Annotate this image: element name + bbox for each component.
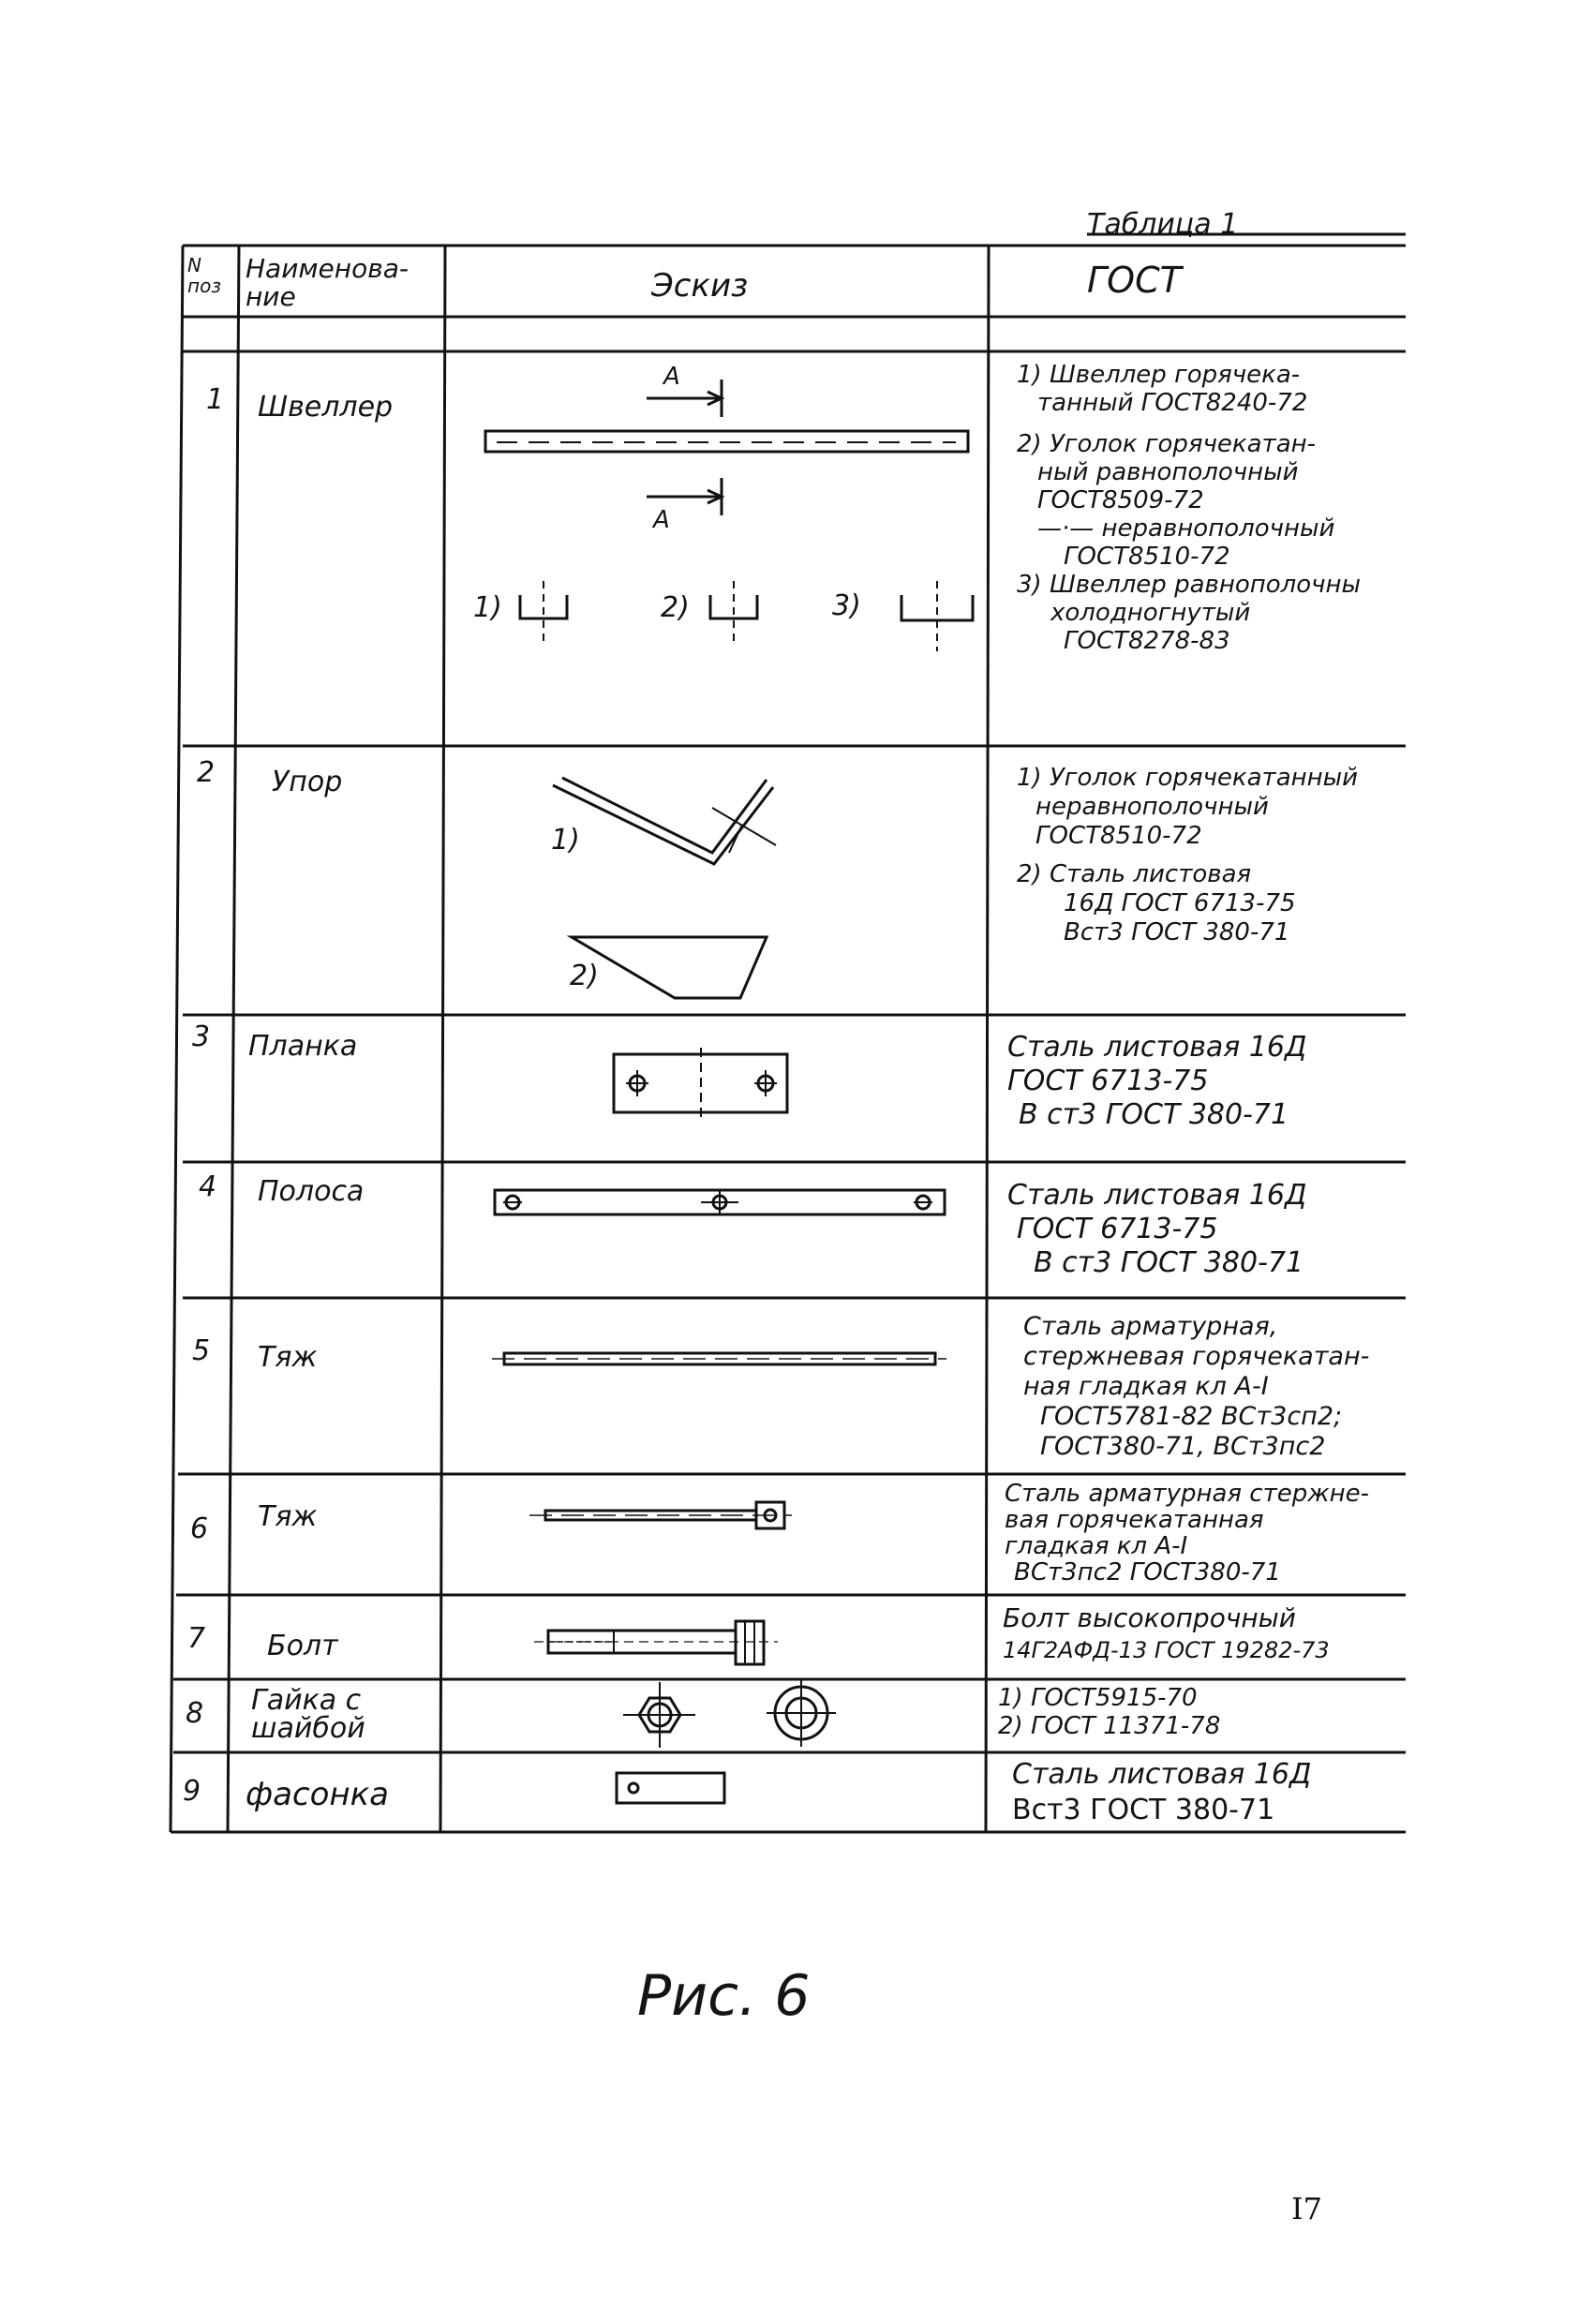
row-2-sketch-label-1: 1) [551,824,580,857]
row-1-profile-label-1: 1) [473,591,502,624]
sketch-bolt [534,1621,778,1664]
table-caption: Таблица 1 [1087,208,1239,241]
figure-caption: Рис. 6 [637,1963,811,2029]
row-2-name: Упор [272,766,343,798]
header-sketch: Эскиз [651,267,749,305]
sketch-nut-washer [623,1679,836,1748]
row-8-num: 8 [186,1697,204,1730]
row-5-name: Тяж [258,1341,318,1374]
row-3-num: 3 [192,1020,211,1053]
row-9-name: фасонка [246,1776,389,1813]
row-7-num: 7 [187,1622,206,1655]
row-6-num: 6 [190,1512,209,1545]
header-num: N поз [187,254,221,297]
sketch-rod [492,1353,946,1364]
page-number: I7 [1291,2191,1322,2227]
row-1-gost: 1) Швеллер горячека- танный ГОСТ8240-72 2) Уголок горячекатан- ный равнополочный ГОСТ8509-72 —·— неравнополочный ГОСТ8510-72 3) Швеллер равнополочны холодногнутый ГОСТ8278-83 [1017,361,1362,655]
row-2-sketch-label-2: 2) [570,960,599,992]
row-7-gost: Болт высокопрочный 14Г2АФД-13 ГОСТ 19282-73 [1003,1602,1330,1663]
row-1-name: Швеллер [258,391,394,424]
row-5-num: 5 [192,1334,211,1367]
sketch-gusset [617,1773,724,1803]
row-9-gost: Сталь листовая 16Д Вст3 ГОСТ 380-71 [1012,1758,1312,1826]
header-name: Наименова- ние [246,253,409,312]
row-9-num: 9 [183,1775,201,1808]
row-1-section-label-bottom: A [653,506,670,534]
row-8-gost: 1) ГОСТ5915-70 2) ГОСТ 11371-78 [998,1684,1221,1740]
row-4-gost: Сталь листовая 16Д ГОСТ 6713-75 В ст3 ГОСТ 380-71 [1007,1179,1307,1279]
sketch-strip [495,1190,945,1214]
row-3-gost: Сталь листовая 16Д ГОСТ 6713-75 В ст3 ГОСТ 380-71 [1007,1031,1307,1131]
sketch-channel [485,380,973,651]
row-6-name: Тяж [258,1500,318,1533]
row-2-gost: 1) Уголок горячекатанный неравнополочный ГОСТ8510-72 2) Сталь листовая 16Д ГОСТ 6713-75 Вст3 ГОСТ 380-71 [1017,764,1359,946]
header-gost: ГОСТ [1087,260,1182,301]
row-1-profile-label-3: 3) [832,589,861,622]
row-3-name: Планка [248,1030,358,1063]
row-6-gost: Сталь арматурная стержне- вая горячекатанная гладкая кл А-I ВСт3пс2 ГОСТ380-71 [1005,1480,1370,1587]
row-2-num: 2 [197,756,216,789]
row-4-num: 4 [199,1170,217,1203]
row-1-num: 1 [206,383,225,416]
sketch-plate [614,1048,787,1120]
sketch-rod-eye [529,1502,792,1528]
row-4-name: Полоса [258,1175,365,1208]
row-1-profile-label-2: 2) [661,591,690,624]
row-5-gost: Сталь арматурная, стержневая горячекатан- ная гладкая кл А-I ГОСТ5781-82 ВСт3сп2; ГОСТ380-71, ВСт3пс2 [1023,1312,1370,1461]
row-8-name: Гайка с шайбой [251,1684,365,1745]
row-1-section-label-top: A [663,363,680,391]
row-7-name: Болт [267,1630,338,1662]
